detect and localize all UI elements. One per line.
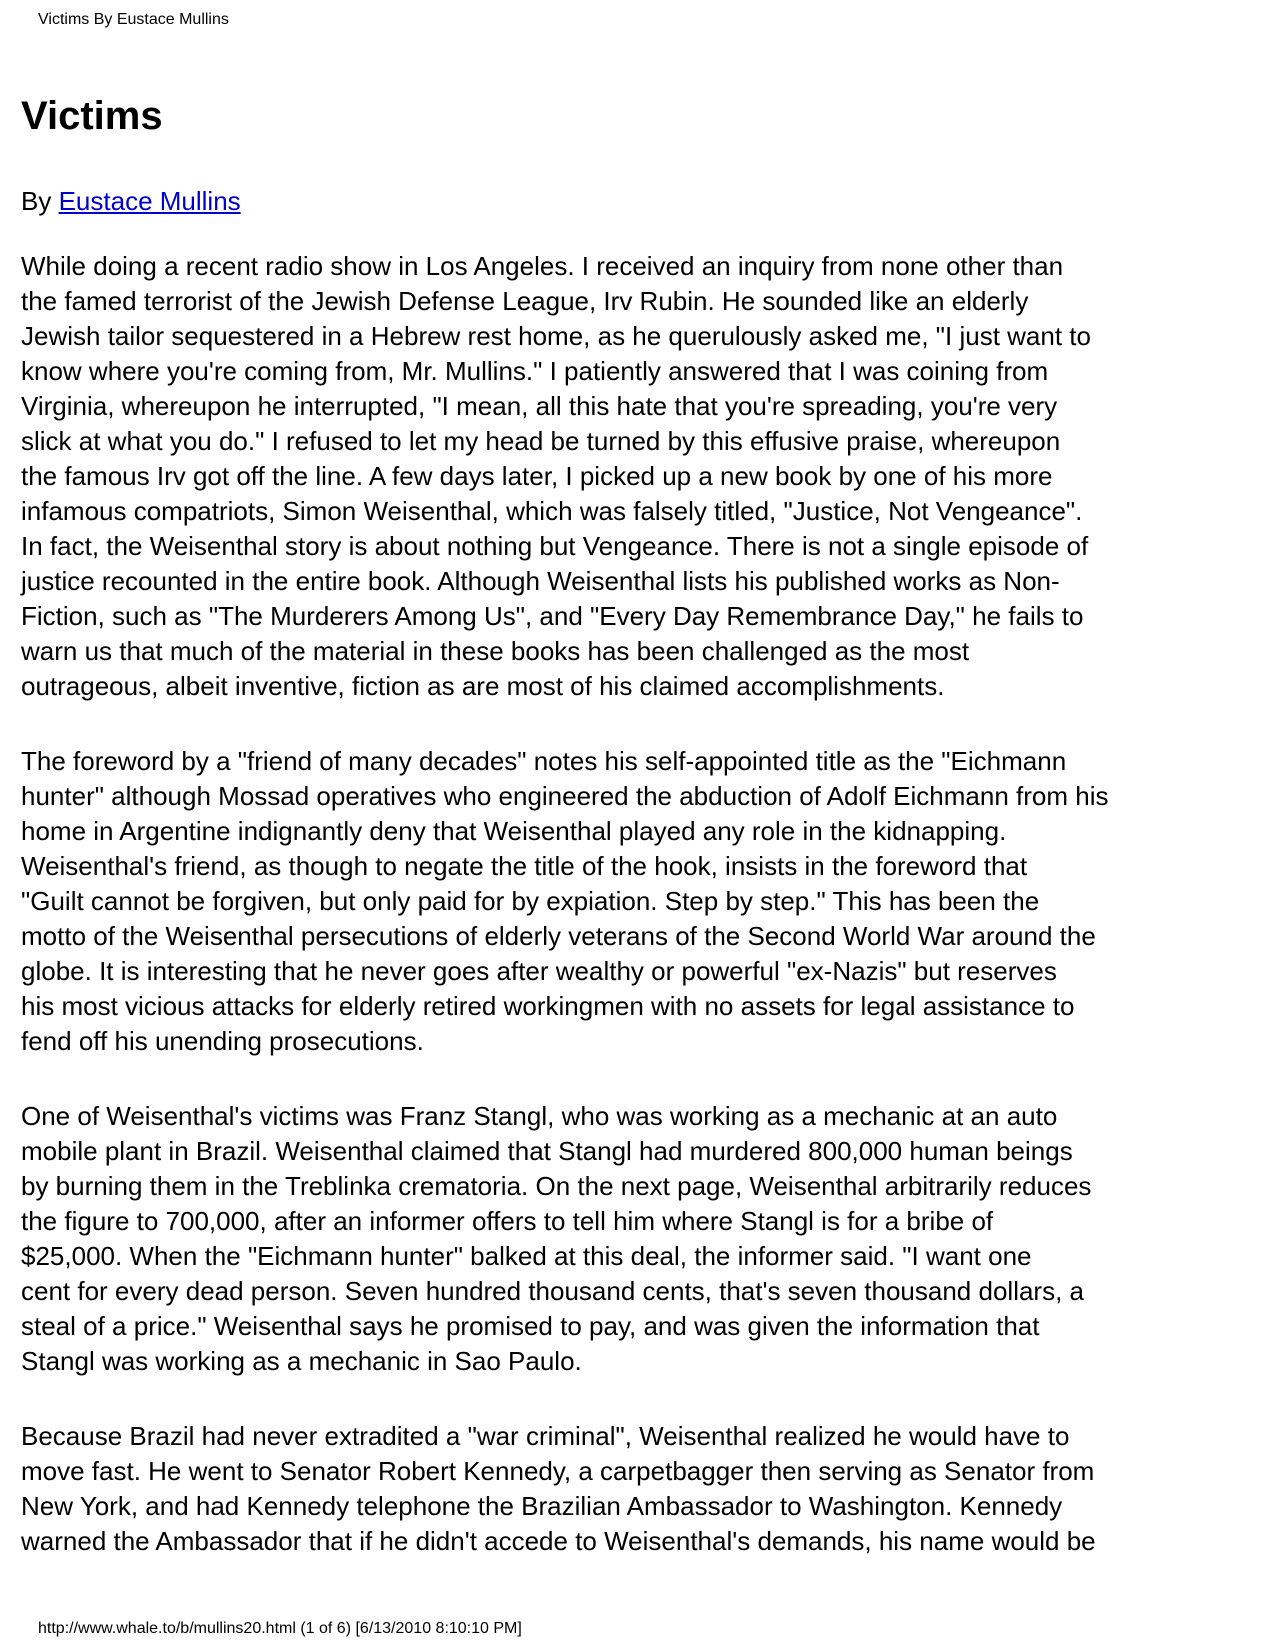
- text-line: slick at what you do." I refused to let my head be turned by this effusive praise, whereupon: [21, 426, 1061, 456]
- text-line: In fact, the Weisenthal story is about nothing but Vengeance. There is not a single episode of: [21, 531, 1089, 561]
- article: [21, 86, 1261, 1556]
- paragraph-3: [21, 1099, 1261, 1379]
- text-line: motto of the Weisenthal persecutions of elderly veterans of the Second World War around the: [21, 921, 1096, 951]
- text-line: warn us that much of the material in these books has been challenged as the most: [21, 636, 970, 666]
- byline: [21, 184, 241, 218]
- text-line: fend off his unending prosecutions.: [21, 1026, 424, 1056]
- text-line: the figure to 700,000, after an informer offers to tell him where Stangl is for a bribe of: [21, 1206, 994, 1236]
- text-line: Fiction, such as "The Murderers Among Us", and "Every Day Remembrance Day," he fails to: [21, 601, 1084, 631]
- text-line: by burning them in the Treblinka crematoria. On the next page, Weisenthal arbitrarily reduces: [21, 1171, 1092, 1201]
- text-line: infamous compatriots, Simon Weisenthal, which was falsely titled, "Justice, Not Vengeance".: [21, 496, 1083, 526]
- text-line: outrageous, albeit inventive, fiction as are most of his claimed accomplishments.: [21, 671, 945, 701]
- text-line: Because Brazil had never extradited a "war criminal", Weisenthal realized he would have to: [21, 1421, 1070, 1451]
- text-line: New York, and had Kennedy telephone the Brazilian Ambassador to Washington. Kennedy: [21, 1491, 1063, 1521]
- text-line: The foreword by a "friend of many decades" notes his self-appointed title as the "Eichmann: [21, 746, 1067, 776]
- text-line: While doing a recent radio show in Los Angeles. I received an inquiry from none other than: [21, 251, 1064, 281]
- text-line: mobile plant in Brazil. Weisenthal claimed that Stangl had murdered 800,000 human beings: [21, 1136, 1073, 1166]
- text-line: the famous Irv got off the line. A few days later, I picked up a new book by one of his more: [21, 461, 1053, 491]
- paragraph-4: [21, 1419, 1261, 1559]
- text-line: steal of a price." Weisenthal says he promised to pay, and was given the information that: [21, 1311, 1040, 1341]
- text-line: warned the Ambassador that if he didn't accede to Weisenthal's demands, his name would be: [21, 1526, 1096, 1556]
- paragraph-1: [21, 249, 1261, 704]
- article-title: Victims: [21, 94, 163, 138]
- text-line: cent for every dead person. Seven hundred thousand cents, that's seven thousand dollars, a: [21, 1276, 1084, 1306]
- byline-prefix: By: [21, 186, 59, 216]
- author-link[interactable]: Eustace Mullins: [58, 186, 241, 216]
- text-line: Stangl was working as a mechanic in Sao Paulo.: [21, 1346, 582, 1376]
- text-line: globe. It is interesting that he never goes after wealthy or powerful "ex-Nazis" but reserves: [21, 956, 1057, 986]
- text-line: home in Argentine indignantly deny that Weisenthal played any role in the kidnapping.: [21, 816, 1007, 846]
- text-line: justice recounted in the entire book. Although Weisenthal lists his published works as Non-: [21, 566, 1060, 596]
- text-line: know where you're coming from, Mr. Mullins." I patiently answered that I was coining from: [21, 356, 1049, 386]
- paragraph-2: [21, 744, 1261, 1059]
- text-line: $25,000. When the "Eichmann hunter" balked at this deal, the informer said. "I want one: [21, 1241, 1032, 1271]
- text-line: Virginia, whereupon he interrupted, "I mean, all this hate that you're spreading, you're very: [21, 391, 1058, 421]
- running-footer: http://www.whale.to/b/mullins20.html (1 of 6) [6/13/2010 8:10:10 PM]: [38, 1620, 522, 1637]
- running-header: Victims By Eustace Mullins: [38, 11, 229, 28]
- text-line: "Guilt cannot be forgiven, but only paid for by expiation. Step by step." This has been the: [21, 886, 1040, 916]
- text-line: hunter" although Mossad operatives who engineered the abduction of Adolf Eichmann from his: [21, 781, 1109, 811]
- text-line: move fast. He went to Senator Robert Kennedy, a carpetbagger then serving as Senator from: [21, 1456, 1095, 1486]
- text-line: One of Weisenthal's victims was Franz Stangl, who was working as a mechanic at an auto: [21, 1101, 1058, 1131]
- text-line: Jewish tailor sequestered in a Hebrew rest home, as he querulously asked me, "I just want to: [21, 321, 1091, 351]
- text-line: his most vicious attacks for elderly retired workingmen with no assets for legal assistance to: [21, 991, 1075, 1021]
- text-line: the famed terrorist of the Jewish Defense League, Irv Rubin. He sounded like an elderly: [21, 286, 1029, 316]
- text-line: Weisenthal's friend, as though to negate the title of the hook, insists in the foreword that: [21, 851, 1028, 881]
